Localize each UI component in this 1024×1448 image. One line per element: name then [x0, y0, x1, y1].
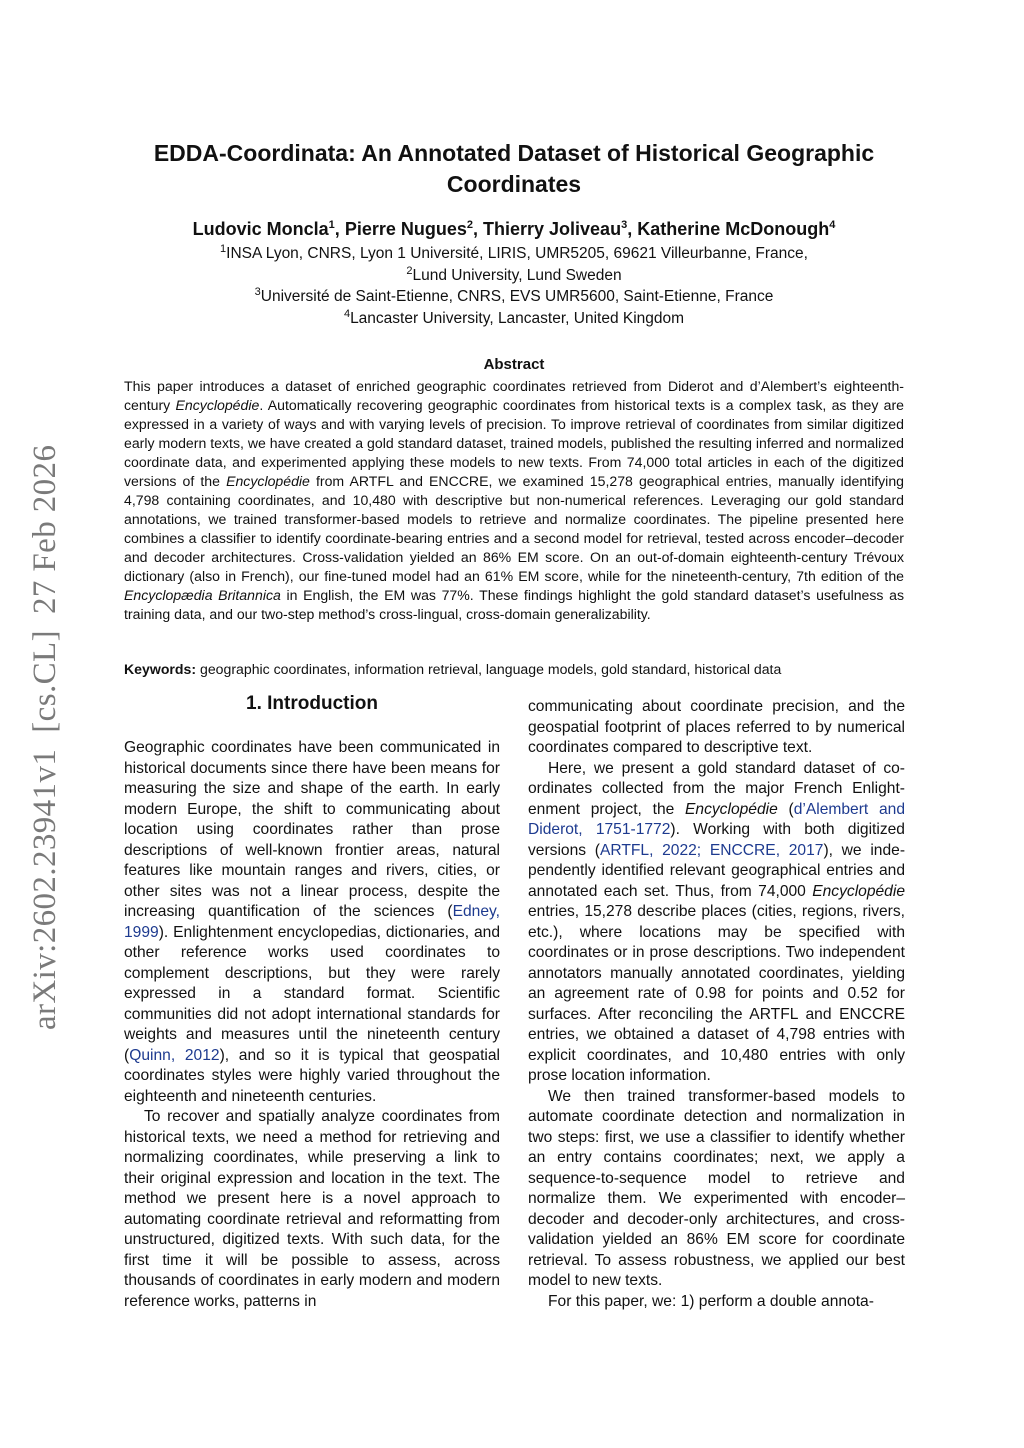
- author-name: Ludovic Moncla: [192, 219, 329, 239]
- paragraph: To recover and spatially analyze coordinates from historical texts, we need a method for retrieving and normalizing coordinates, while preserving a link to their original expression and location in the text. The method we present here is a novel approach to automating coordinate retrieval and reformatting from unstructured, digitized texts. With such data, for the first time it will be possible to assess, across thousands of coordinates in early modern and modern reference works, patterns in: [124, 1108, 500, 1310]
- paragraph-text: Geographic coordinates have been communicated in historical documents since there have been means for measuring the size and shape of the earth. In early modern Europe, the shift to communicating about location using coordinates rather than prose descriptions of well-known frontier areas, natural features like mountain ranges and rivers, cities, or other sites was not a linear process, despite the increasing quantification of the sciences (: [124, 739, 500, 920]
- paragraph-text: ). Working with both digitized versions (: [528, 821, 905, 859]
- section-heading: 1. Introduction: [246, 693, 378, 714]
- paragraph-text: entries, 15,278 describe places (cities, regions, rivers, etc.), where locations may be specified with coordinates or in prose descriptions. Two independent annotators manually annotated coordinates, yielding an agreement rate of 0.98 for points and 0.52 for surfaces. After reconciling the ARTFL and ENCCRE entries, we obtained a dataset of 4,798 entries with explicit coordinates, and 10,480 entries with only prose location information.: [528, 903, 905, 1084]
- abstract-italic: Encyclopédie: [226, 473, 310, 489]
- abstract-text: in English, the EM was 77%. These findings highlight the gold standard dataset’s usefulness as training data, and our two-step method’s cross-lingual, cross-domain generalizability.: [124, 587, 904, 622]
- italic-text: Encyclopédie: [812, 882, 905, 900]
- author-sup: 4: [829, 219, 836, 231]
- abstract-text: This paper introduces a dataset of enriched geographic coordinates retrieved from Diderot and d’Alembert’s eighteenth-century: [124, 378, 904, 413]
- paragraph: We then trained transformer-based models to automate coordinate detection and normalization in two steps: first, we use a classifier to identify whether an entry contains coordinates; next, we apply a sequence-to-sequence model to retrieve and normalize them. We experimented with encoder–decoder and decoder-only architectures, and cross-validation yielded an 86% EM score for coordinate retrieval. To assess robustness, we applied our best model to new texts.: [528, 1087, 905, 1289]
- keywords-text: geographic coordinates, information retrieval, language models, gold standard, historical data: [196, 661, 782, 677]
- arxiv-stamp: [22, 410, 68, 1030]
- author-sup: 2: [466, 219, 473, 231]
- abstract-italic: Encyclopædia Britannica: [124, 587, 281, 603]
- affiliation-text: INSA Lyon, CNRS, Lyon 1 Université, LIRIS, UMR5205, 69621 Villeurbanne, France,: [226, 245, 808, 262]
- arxiv-category: [cs.CL]: [26, 630, 63, 733]
- paragraph: For this paper, we: 1) perform a double annota-: [548, 1292, 874, 1310]
- affiliation-sup: 1: [220, 242, 227, 255]
- citation-link[interactable]: Edney, 1999: [124, 903, 500, 941]
- right-column: [528, 697, 905, 1312]
- abstract-text: . Automatically recovering geographic coordinates from historical texts is a complex task, as they are expressed in a variety of ways and with varying levels of precision. To improve retrieval of coordinates from similar digitized early modern texts, we have created a gold standard dataset, trained models, published the resulting inferred and normalized coordinate data, and experimented applying these models to new texts. From 74,000 total articles in each of the digitized versions of the: [124, 397, 904, 489]
- abstract-heading: Abstract: [483, 356, 545, 373]
- abstract-body: [124, 377, 904, 624]
- paragraph: communicating about coordinate precision, and the geospatial footprint of places referred to by numerical coordinates compared to descriptive text.: [528, 698, 905, 756]
- paragraph-text: (: [777, 800, 794, 818]
- keywords: [124, 660, 904, 679]
- affiliation-text: Université de Saint-Etienne, CNRS, EVS UMR5600, Saint-Etienne, France: [260, 288, 774, 305]
- affiliation-text: Lancaster University, Lancaster, United Kingdom: [350, 309, 685, 327]
- paper-title: EDDA-Coordinata: An Annotated Dataset of Historical Geographic Coordinates: [153, 140, 875, 197]
- paragraph: [124, 738, 500, 1107]
- arxiv-id: arXiv:2602.23941v1: [26, 748, 63, 1030]
- keywords-label: Keywords:: [124, 661, 197, 677]
- citation-link[interactable]: ARTFL, 2022; ENCCRE, 2017: [599, 841, 824, 859]
- affiliation: [100, 243, 928, 265]
- paragraph-text: ). Enlightenment encyclopedias, dictionaries, and other reference works used coordinates to complement descriptions, but they were rarely expressed in a standard format. Scientific communities did not adopt international standards for weights and measures until the nineteenth century (: [124, 923, 500, 1064]
- affiliation-text: Lund University, Lund Sweden: [412, 266, 622, 284]
- author-sup: 1: [328, 219, 335, 231]
- abstract-italic: Encyclopédie: [175, 397, 260, 413]
- paragraph-text: ), and so it is typical that geospatial coordinates styles were highly varied throughout the eighteenth and nineteenth centuries.: [124, 1046, 500, 1105]
- affiliations: [100, 243, 928, 329]
- affiliation-sup: 2: [406, 264, 413, 277]
- abstract-text: from ARTFL and ENCCRE, we examined 15,278 geographical entries, manually identifying 4,798 containing coordinates, and 10,480 with descriptive but non-numerical references. Leveraging our gold standard annotations, we trained transformer-based models to retrieve and normalize coordinates. The pipeline presented here combines a classifier to identify coordinate-bearing entries and a second model for retrieval, tested across encoder–decoder and decoder architectures. Cross-validation yielded an 86% EM score. On an out-of-domain eighteenth-century Trévoux dictionary (also in French), our fine-tuned model had an 61% EM score, while for the nineteenth-century, 7th edition of the: [124, 473, 904, 584]
- paragraph: [528, 759, 905, 1087]
- paragraph-text: Here, we present a gold standard dataset of coordinates collected from the major French Enlightenment project, the: [528, 759, 905, 818]
- author-sup: 3: [621, 219, 628, 231]
- affiliation: [100, 308, 928, 330]
- left-column: [124, 738, 500, 1312]
- author-list: Ludovic Moncla$^1$, Pierre Nugues$^2$, Thierry Joliveau$^3$, Katherine McDonough$^4$: [192, 219, 836, 239]
- affiliation-sup: 4: [343, 307, 351, 320]
- author-name: Pierre Nugues: [344, 219, 467, 239]
- affiliation: [100, 286, 928, 308]
- author-name: Thierry Joliveau: [483, 219, 622, 239]
- affiliation: [100, 265, 928, 287]
- italic-text: Encyclopédie: [685, 800, 778, 818]
- paragraph-text: ), we independently identified relevant geographical entries and annotated each set. Thus, from 74,000: [528, 841, 906, 900]
- author-name: Katherine McDonough: [637, 219, 830, 239]
- citation-link[interactable]: Quinn, 2012: [129, 1046, 220, 1064]
- arxiv-date: 27 Feb 2026: [26, 444, 63, 615]
- citation-link[interactable]: d’Alembert and Diderot, 1751-1772: [528, 800, 906, 838]
- affiliation-sup: 3: [254, 285, 261, 298]
